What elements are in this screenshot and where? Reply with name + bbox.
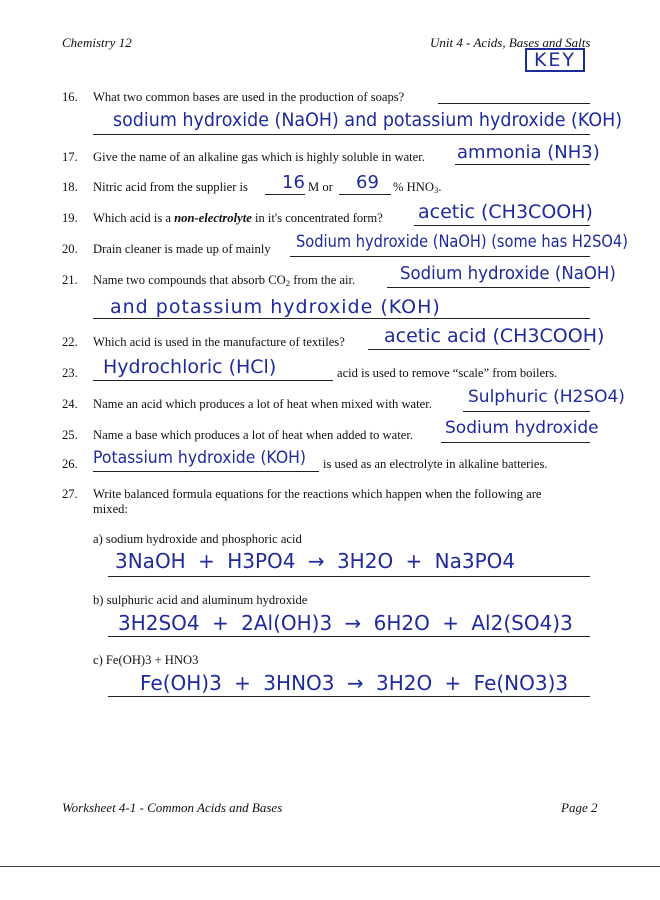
answer-line	[463, 411, 590, 412]
answer-line	[455, 164, 590, 165]
handwritten-answer: 69	[356, 172, 379, 193]
question-text: is used as an electrolyte in alkaline batteries.	[323, 457, 548, 471]
handwritten-equation: 3H2SO4 + 2Al(OH)3 → 6H2O + Al2(SO4)3	[118, 611, 573, 635]
handwritten-answer: Hydrochloric (HCl)	[103, 356, 277, 378]
answer-line	[108, 696, 590, 697]
answer-line	[265, 194, 305, 195]
subscript: 3	[433, 185, 439, 196]
question-text: Write balanced formula equations for the reactions which happen when the following are	[93, 487, 542, 501]
question-number: 22.	[62, 335, 78, 349]
unit-title: Unit 4 - Acids, Bases and Salts	[430, 35, 591, 50]
question-text: Which acid is used in the manufacture of textiles?	[93, 335, 345, 349]
question-text: acid is used to remove “scale” from boilers.	[337, 366, 558, 380]
handwritten-answer: sodium hydroxide (NaOH) and potassium hydroxide (KOH)	[113, 109, 623, 131]
question-text	[93, 273, 355, 288]
handwritten-answer: 16	[282, 172, 305, 193]
question-text	[393, 180, 442, 195]
part-label: b) sulphuric acid and aluminum hydroxide	[93, 593, 308, 607]
handwritten-answer: acetic acid (CH3COOH)	[384, 325, 605, 347]
question-number: 16.	[62, 90, 78, 104]
answer-key-stamp: KEY	[525, 48, 585, 72]
question-text: M or	[308, 180, 333, 194]
handwritten-answer: Sodium hydroxide (NaOH)	[400, 263, 616, 284]
answer-line	[290, 256, 590, 257]
answer-line	[108, 576, 590, 577]
course-title: Chemistry 12	[62, 35, 132, 50]
page-number: Page 2	[561, 800, 598, 815]
question-text-part: in it's concentrated form?	[254, 211, 383, 225]
answer-line	[441, 442, 590, 443]
handwritten-answer: ammonia (NH3)	[457, 142, 600, 163]
answer-line	[108, 636, 590, 637]
handwritten-answer: acetic (CH3COOH)	[418, 201, 593, 223]
handwritten-answer: and potassium hydroxide (KOH)	[110, 296, 441, 318]
emphasis-text: non-electrolyte	[174, 211, 252, 225]
question-text-part: from the air.	[293, 273, 356, 287]
question-number: 17.	[62, 150, 78, 164]
question-text: What two common bases are used in the production of soaps?	[93, 90, 405, 104]
question-text-part: Name two compounds that absorb CO	[93, 273, 286, 287]
answer-line	[93, 134, 590, 135]
unit-text: % HNO	[393, 180, 434, 194]
question-number: 26.	[62, 457, 78, 471]
question-number: 18.	[62, 180, 78, 194]
question-text: Name an acid which produces a lot of heat when mixed with water.	[93, 397, 432, 411]
worksheet-title: Worksheet 4-1 - Common Acids and Bases	[62, 800, 283, 815]
question-number: 23.	[62, 366, 78, 380]
answer-line	[387, 287, 590, 288]
question-text: Nitric acid from the supplier is	[93, 180, 248, 194]
question-number: 27.	[62, 487, 78, 501]
question-number: 20.	[62, 242, 78, 256]
answer-line	[339, 194, 391, 195]
question-text: mixed:	[93, 502, 128, 516]
question-number: 21.	[62, 273, 78, 287]
handwritten-answer: Potassium hydroxide (KOH)	[93, 448, 306, 468]
page-edge-line	[0, 866, 660, 867]
answer-line	[93, 318, 590, 319]
handwritten-answer: Sodium hydroxide (NaOH) (some has H2SO4)	[296, 232, 628, 252]
answer-line	[368, 349, 590, 350]
part-label: a) sodium hydroxide and phosphoric acid	[93, 532, 302, 546]
question-number: 19.	[62, 211, 78, 225]
question-text: Name a base which produces a lot of heat when added to water.	[93, 428, 413, 442]
handwritten-equation: Fe(OH)3 + 3HNO3 → 3H2O + Fe(NO3)3	[140, 671, 569, 695]
question-number: 25.	[62, 428, 78, 442]
question-text: Drain cleaner is made up of mainly	[93, 242, 271, 256]
answer-line	[93, 380, 333, 381]
part-label: c) Fe(OH)3 + HNO3	[93, 653, 199, 667]
question-text	[93, 211, 383, 226]
handwritten-equation: 3NaOH + H3PO4 → 3H2O + Na3PO4	[115, 549, 516, 573]
answer-line	[93, 471, 319, 472]
handwritten-answer: Sulphuric (H2SO4)	[468, 387, 625, 407]
answer-line	[414, 225, 590, 226]
question-text: Give the name of an alkaline gas which is highly soluble in water.	[93, 150, 425, 164]
subscript: 2	[285, 278, 291, 289]
question-text-part: Which acid is a	[93, 211, 171, 225]
period: .	[438, 180, 442, 194]
handwritten-answer: Sodium hydroxide	[445, 418, 599, 438]
question-number: 24.	[62, 397, 78, 411]
answer-line	[438, 103, 590, 104]
